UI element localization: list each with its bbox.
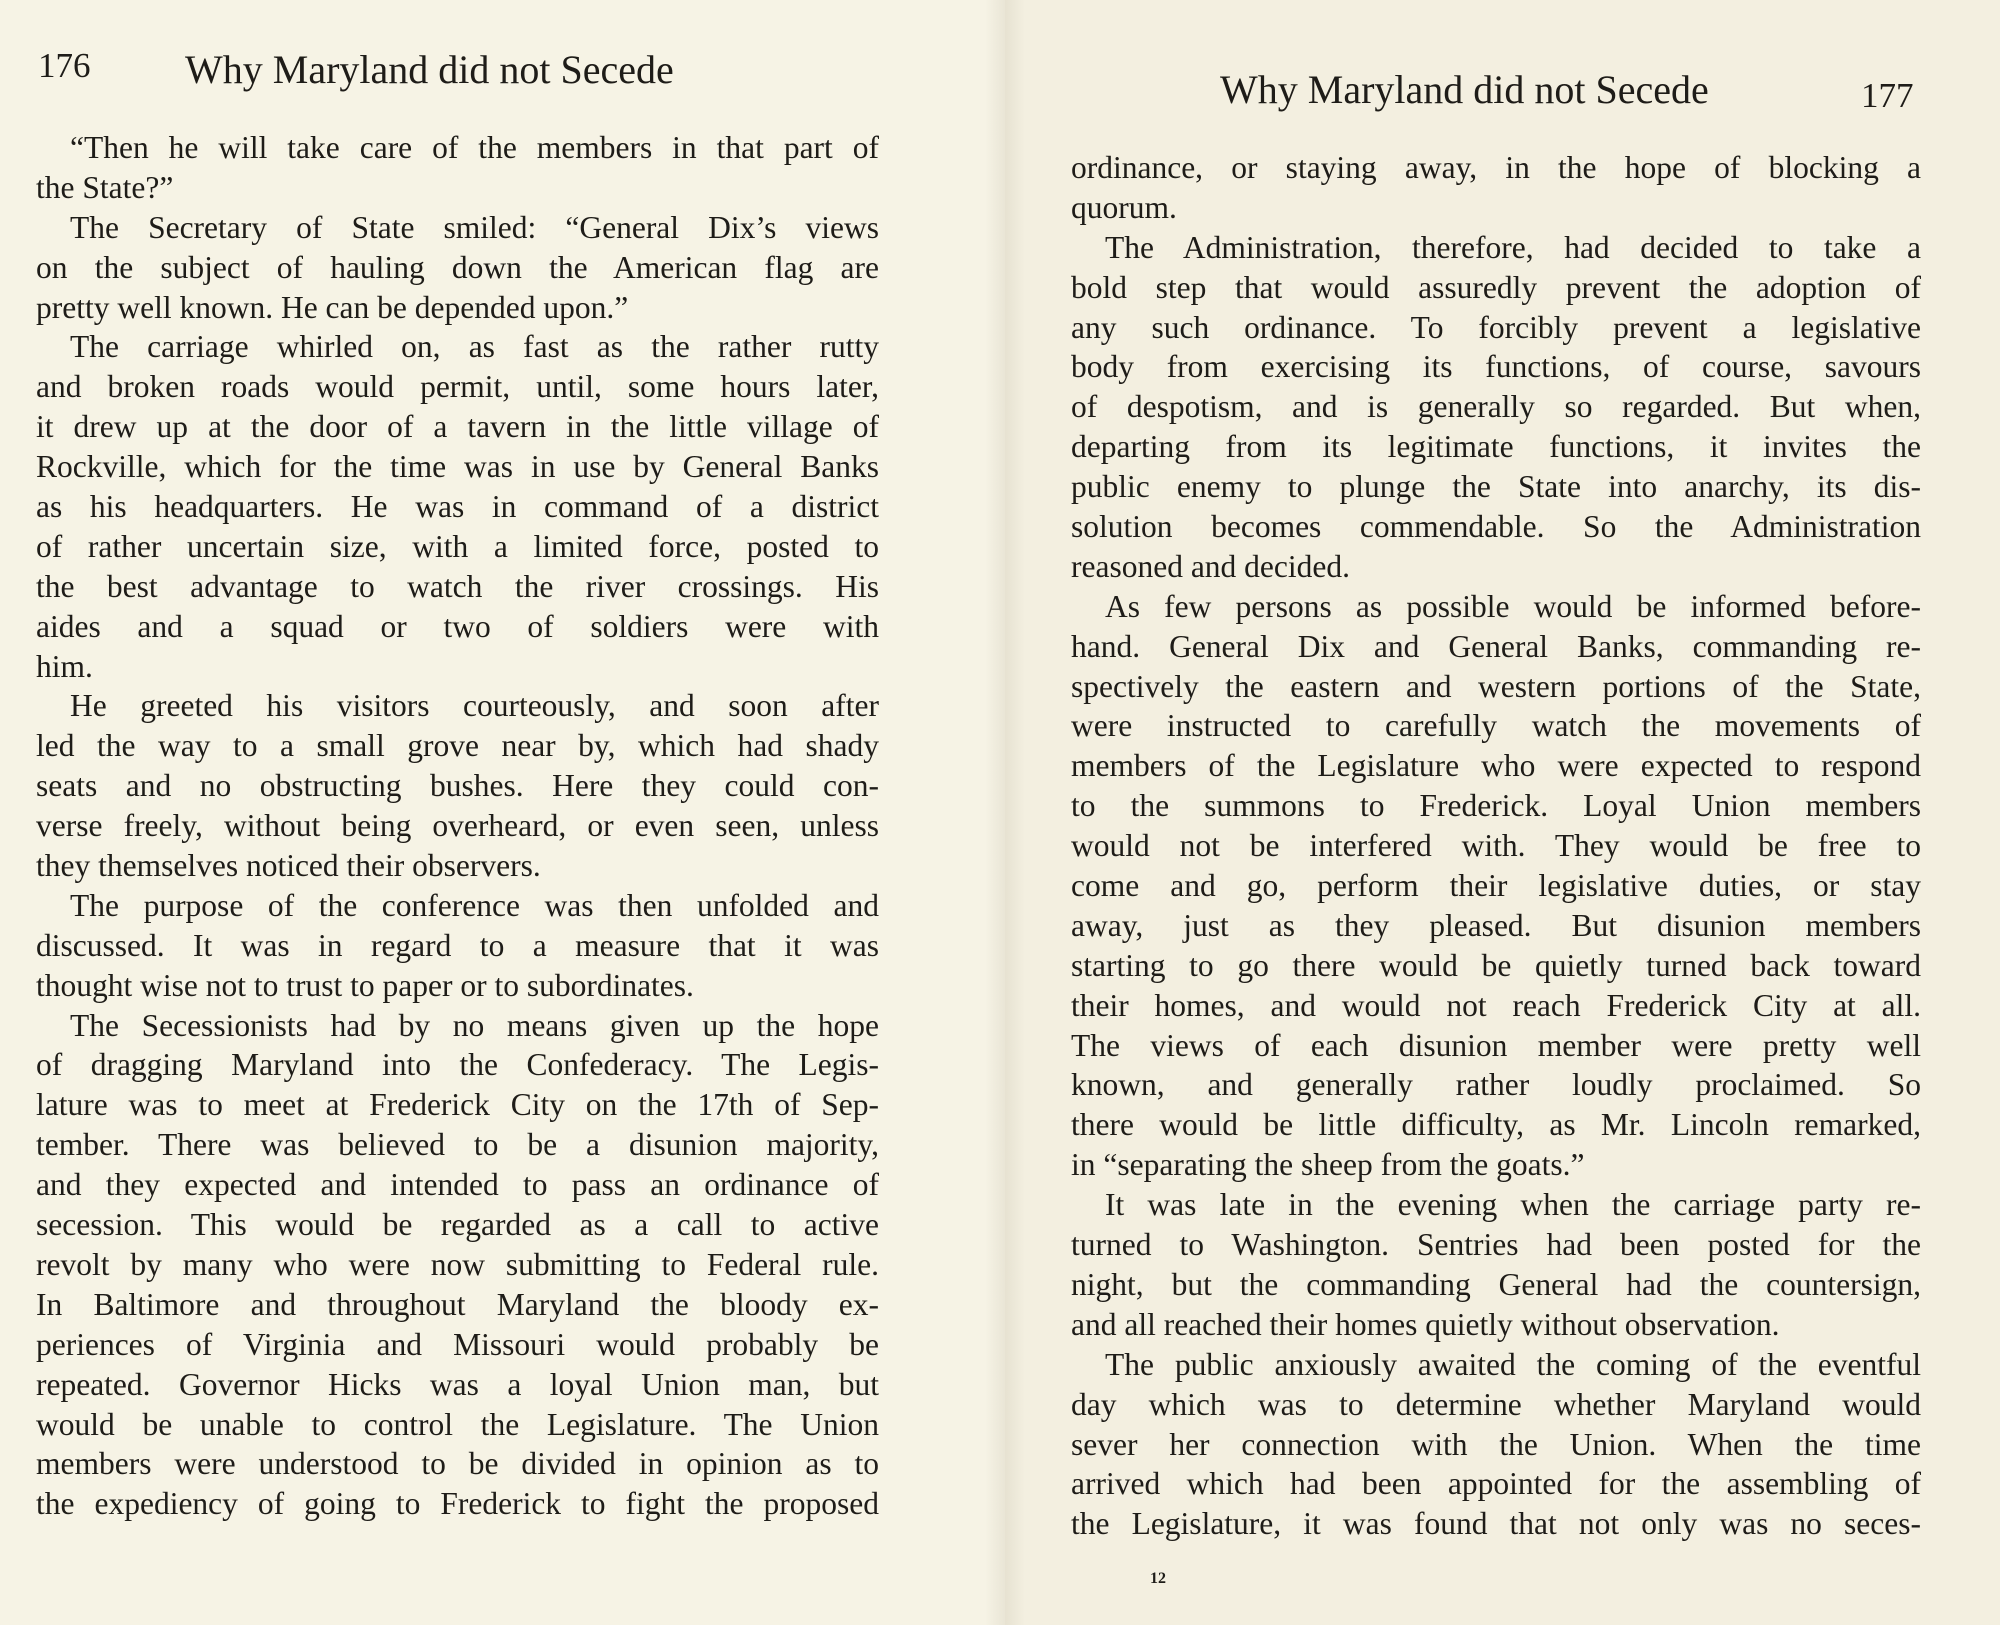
text-line: The carriage whirled on, as fast as the rather rutty [70, 329, 879, 365]
text-line: turned to Washington. Sentries had been posted for the [1071, 1227, 1921, 1263]
text-line: ordinance, or staying away, in the hope of blocking a [1071, 150, 1921, 185]
text-line: repeated. Governor Hicks was a loyal Union man, but [36, 1366, 879, 1402]
text-line: spectively the eastern and western portions of the State, [1071, 668, 1921, 704]
text-line: departing from its legitimate functions, it invites the [1071, 429, 1921, 465]
running-head: Why Maryland did not Secede [1220, 67, 1709, 112]
body-text [1071, 148, 1921, 1544]
text-line: they themselves noticed their observers. [36, 848, 541, 884]
text-line: quorum. [1071, 189, 1177, 225]
text-line: solution becomes commendable. So the Administration [1071, 509, 1921, 545]
right-page [1005, 0, 2000, 1625]
text-line: arrived which had been appointed for the assembling of [1071, 1466, 1921, 1502]
text-line: “Then he will take care of the members in that part of [70, 130, 879, 165]
text-line: and broken roads would permit, until, some hours later, [36, 369, 879, 405]
text-line: The Secretary of State smiled: “General Dix’s views [70, 209, 879, 245]
text-line: The purpose of the conference was then unfolded and [70, 887, 879, 923]
text-line: to the summons to Frederick. Loyal Union members [1071, 788, 1921, 824]
text-line: led the way to a small grove near by, which had shady [36, 728, 879, 764]
text-line: seats and no obstructing bushes. Here they could con- [36, 768, 879, 804]
running-head: Why Maryland did not Secede [185, 47, 674, 92]
text-line: pretty well known. He can be depended upon.” [36, 289, 629, 325]
text-line: and they expected and intended to pass an ordinance of [36, 1167, 879, 1203]
text-line: were instructed to carefully watch the movements of [1071, 708, 1921, 744]
text-line: away, just as they pleased. But disunion members [1071, 907, 1921, 943]
text-line: He greeted his visitors courteously, and soon after [70, 688, 879, 724]
text-line: verse freely, without being overheard, or even seen, unless [36, 808, 879, 844]
text-line: would be unable to control the Legislature. The Union [36, 1406, 879, 1442]
body-text [36, 128, 879, 1524]
text-line: any such ordinance. To forcibly prevent a legislative [1071, 309, 1921, 345]
signature-mark: 12 [1150, 1570, 1166, 1587]
text-line: revolt by many who were now submitting to Federal rule. [36, 1246, 879, 1282]
text-line: the expediency of going to Frederick to fight the proposed [36, 1486, 879, 1522]
text-line: him. [36, 648, 93, 684]
text-line: Rockville, which for the time was in use by General Banks [36, 449, 879, 485]
text-line: The Administration, therefore, had decided to take a [1105, 229, 1921, 265]
text-line: It was late in the evening when the carriage party re- [1105, 1187, 1921, 1223]
text-line: secession. This would be regarded as a call to active [36, 1207, 879, 1243]
gutter [985, 0, 1025, 1625]
text-line: In Baltimore and throughout Maryland the bloody ex- [36, 1286, 879, 1322]
text-line: members of the Legislature who were expected to respond [1071, 748, 1921, 784]
text-line: known, and generally rather loudly proclaimed. So [1071, 1067, 1921, 1103]
text-line: sever her connection with the Union. When the time [1071, 1426, 1921, 1462]
text-line: periences of Virginia and Missouri would probably be [36, 1326, 879, 1362]
text-line: The views of each disunion member were pretty well [1071, 1027, 1921, 1063]
text-line: would not be interfered with. They would be free to [1071, 828, 1921, 864]
text-line: lature was to meet at Frederick City on the 17th of Sep- [36, 1087, 879, 1123]
text-line: of dragging Maryland into the Confederacy. The Legis- [36, 1047, 879, 1083]
text-line: the State?” [36, 169, 174, 205]
text-line: as his headquarters. He was in command of a district [36, 489, 879, 525]
text-line: discussed. It was in regard to a measure that it was [36, 927, 879, 963]
text-line: of rather uncertain size, with a limited force, posted to [36, 528, 879, 564]
text-line: thought wise not to trust to paper or to subordinates. [36, 967, 694, 1003]
text-line: it drew up at the door of a tavern in the little village of [36, 409, 879, 445]
text-line: reasoned and decided. [1071, 548, 1350, 584]
text-line: hand. General Dix and General Banks, commanding re- [1071, 628, 1921, 664]
text-line: As few persons as possible would be informed before- [1105, 588, 1921, 624]
text-line: The Secessionists had by no means given up the hope [70, 1007, 879, 1043]
text-line: and all reached their homes quietly without observation. [1071, 1306, 1780, 1342]
text-line: their homes, and would not reach Frederick City at all. [1071, 987, 1921, 1023]
text-line: in “separating the sheep from the goats.” [1071, 1147, 1585, 1183]
text-line: tember. There was believed to be a disunion majority, [36, 1127, 879, 1163]
text-line: there would be little difficulty, as Mr. Lincoln remarked, [1071, 1107, 1921, 1143]
text-line: members were understood to be divided in opinion as to [36, 1446, 879, 1482]
text-line: day which was to determine whether Maryland would [1071, 1386, 1921, 1422]
text-line: the Legislature, it was found that not only was no seces- [1071, 1506, 1921, 1542]
text-line: on the subject of hauling down the American flag are [36, 249, 879, 285]
text-line: public enemy to plunge the State into anarchy, its dis- [1071, 469, 1921, 505]
text-line: night, but the commanding General had the countersign, [1071, 1266, 1921, 1302]
text-line: starting to go there would be quietly turned back toward [1071, 947, 1921, 983]
text-line: the best advantage to watch the river crossings. His [36, 568, 879, 604]
text-line: body from exercising its functions, of course, savours [1071, 349, 1921, 385]
page-number: 176 [38, 46, 91, 85]
text-line: aides and a squad or two of soldiers were with [36, 608, 879, 644]
text-line: of despotism, and is generally so regarded. But when, [1071, 389, 1921, 425]
text-line: come and go, perform their legislative duties, or stay [1071, 868, 1921, 904]
text-line: The public anxiously awaited the coming of the eventful [1105, 1346, 1921, 1382]
text-line: bold step that would assuredly prevent the adoption of [1071, 269, 1921, 305]
page-number: 177 [1861, 76, 1914, 115]
